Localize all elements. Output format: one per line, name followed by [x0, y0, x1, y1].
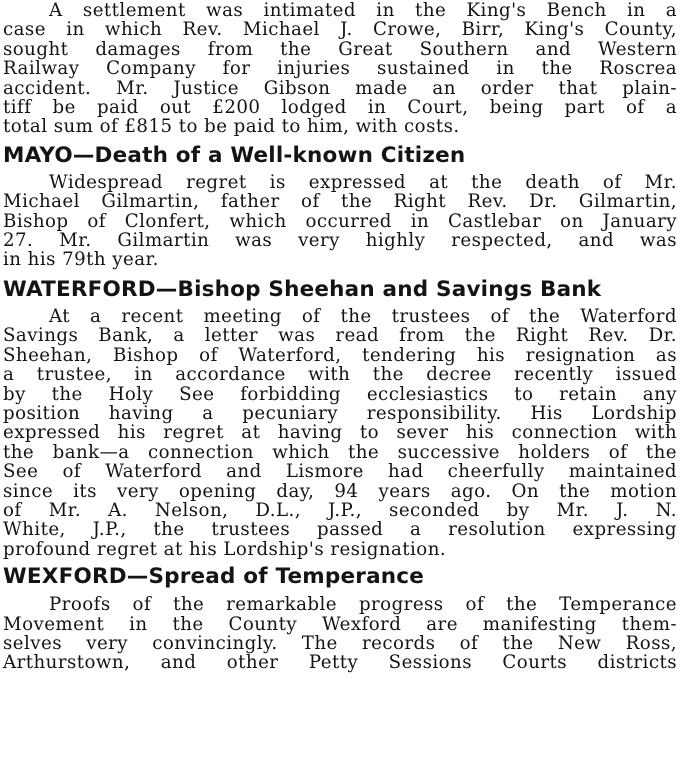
text-line: Michael Gilmartin, father of the Right Rev. Dr. Gilmartin, — [3, 191, 677, 213]
text-line: by the Holy See forbidding ecclesiastics to retain any — [3, 383, 677, 405]
text-line: Arthurstown, and other Petty Sessions Courts districts — [3, 652, 677, 674]
text-line: tiff be paid out £200 lodged in Court, being part of a — [3, 97, 677, 119]
text-line: Sheehan, Bishop of Waterford, tendering his resignation as — [3, 344, 677, 366]
newspaper-column — [3, 0, 677, 673]
headline-mayo: MAYO—Death of a Well-known Citizen — [3, 142, 466, 168]
text-line: Proofs of the remarkable progress of the Temperance — [49, 594, 677, 616]
article-mayo — [3, 173, 677, 270]
text-line: selves very convincingly. The records of the New Ross, — [3, 632, 677, 654]
headline-wexford: WEXFORD—Spread of Temperance — [3, 564, 425, 590]
text-line: expressed his regret at having to sever his connection with — [3, 422, 677, 444]
text-line: of Mr. A. Nelson, D.L., J.P., seconded by Mr. J. N. — [3, 499, 677, 521]
text-line: total sum of £815 to be paid to him, with costs. — [3, 116, 460, 138]
text-line: case in which Rev. Michael J. Crowe, Birr, King's County, — [3, 19, 677, 41]
text-line: White, J.P., the trustees passed a resolution expressing — [3, 519, 677, 541]
text-line: position having a pecuniary responsibility. His Lordship — [3, 402, 677, 424]
text-line: accident. Mr. Justice Gibson made an order that plain- — [3, 77, 677, 99]
text-line: See of Waterford and Lismore had cheerfully maintained — [3, 461, 677, 483]
text-line: profound regret at his Lordship's resignation. — [3, 538, 447, 560]
text-line: a trustee, in accordance with the decree recently issued — [3, 364, 677, 386]
text-line: A settlement was intimated in the King's Bench in a — [49, 0, 677, 21]
article-crowe-settlement — [3, 1, 677, 137]
text-line: the bank—a connection which the successive holders of the — [3, 441, 677, 463]
text-line: since its very opening day, 94 years ago. On the motion — [3, 480, 677, 502]
text-line: At a recent meeting of the trustees of the Waterford — [49, 305, 677, 327]
text-line: Railway Company for injuries sustained in the Roscrea — [3, 58, 677, 80]
text-line: Bishop of Clonfert, which occurred in Castlebar on January — [3, 210, 677, 232]
article-waterford — [3, 307, 677, 559]
text-line: Savings Bank, a letter was read from the Right Rev. Dr. — [3, 325, 677, 347]
text-line: 27. Mr. Gilmartin was very highly respected, and was — [3, 230, 677, 252]
headline-waterford: WATERFORD—Bishop Sheehan and Savings Bank — [3, 276, 602, 302]
text-line: in his 79th year. — [3, 249, 159, 271]
text-line: Movement in the County Wexford are manifesting them- — [3, 613, 677, 635]
article-wexford — [3, 595, 677, 673]
text-line: sought damages from the Great Southern and Western — [3, 38, 677, 60]
text-line: Widespread regret is expressed at the death of Mr. — [49, 171, 677, 193]
